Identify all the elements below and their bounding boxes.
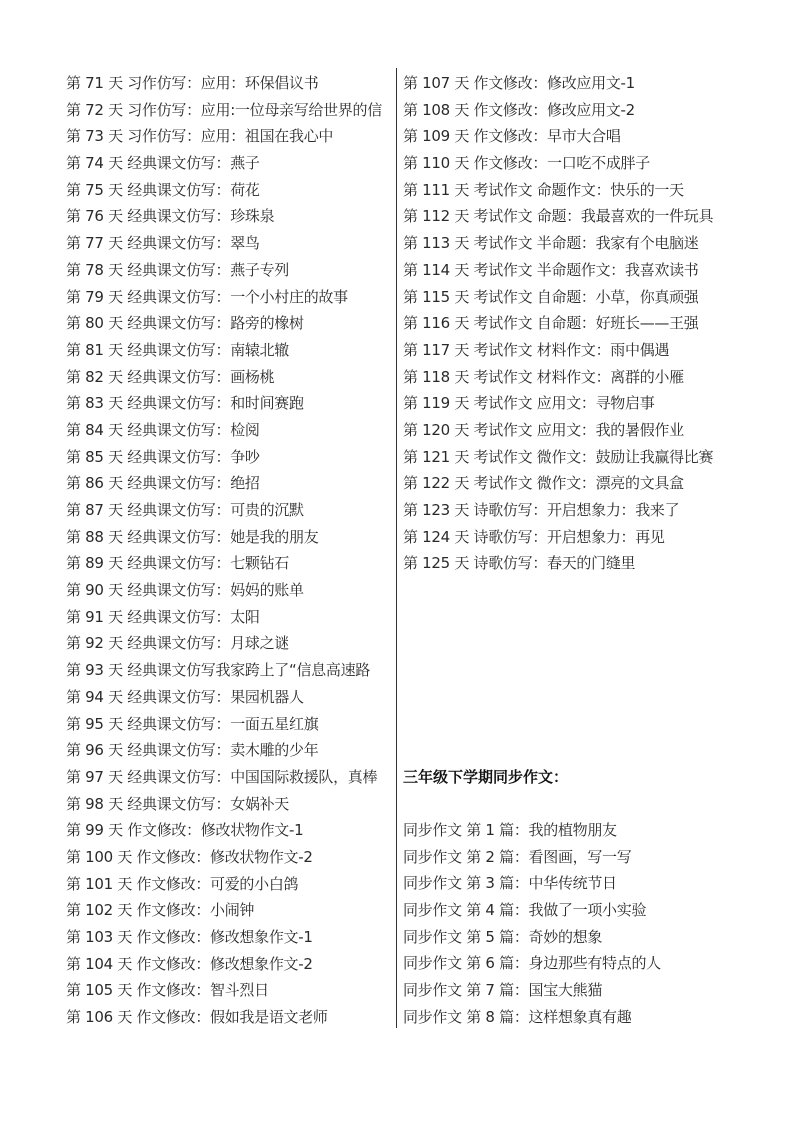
list-item: 第 123 天 诗歌仿写：开启想象力：我来了 [403,501,680,519]
list-item: 第 116 天 考试作文 自命题：好班长——王强 [403,314,699,333]
list-item: 第 105 天 作文修改：智斗烈日 [66,981,269,1000]
list-item: 第 124 天 诗歌仿写：开启想象力：再见 [403,527,665,546]
list-item: 第 122 天 考试作文 微作文：漂亮的文具盒 [403,474,684,493]
list-item: 第 71 天 习作仿写：应用：环保倡议书 [66,74,319,92]
sync-list-item: 同步作文 第 7 篇：国宝大熊猫 [403,981,603,1000]
list-item: 第 75 天 经典课文仿写：荷花 [66,180,260,199]
list-item: 第 102 天 作文修改：小闹钟 [66,901,255,920]
list-item: 第 72 天 习作仿写：应用:一位母亲写给世界的信 [66,100,382,119]
list-item: 第 121 天 考试作文 微作文：鼓励让我赢得比赛 [403,447,714,466]
list-item: 第 117 天 考试作文 材料作文：雨中偶遇 [403,340,670,359]
list-item: 第 79 天 经典课文仿写：一个小村庄的故事 [66,287,348,306]
list-item: 第 76 天 经典课文仿写：珍珠泉 [66,207,275,226]
list-item: 第 108 天 作文修改：修改应用文-2 [403,100,635,119]
list-item: 第 93 天 经典课文仿写我家跨上了“信息高速路 [66,661,370,680]
list-item: 第 89 天 经典课文仿写：七颗钻石 [66,554,289,573]
list-item: 第 120 天 考试作文 应用文：我的暑假作业 [403,420,684,439]
sync-list-item: 同步作文 第 1 篇：我的植物朋友 [403,821,617,839]
list-item: 第 78 天 经典课文仿写：燕子专列 [66,260,289,279]
list-item: 第 109 天 作文修改：早市大合唱 [403,127,621,146]
sync-list-item: 同步作文 第 6 篇：身边那些有特点的人 [403,954,661,973]
sync-list-item: 同步作文 第 2 篇：看图画，写一写 [403,847,632,866]
sync-list-item: 同步作文 第 8 篇：这样想象真有趣 [403,1007,632,1026]
left-column-list [66,70,394,1031]
list-item: 第 99 天 作文修改：修改状物作文-1 [66,821,304,840]
list-item: 第 112 天 考试作文 命题：我最喜欢的一件玩具 [403,207,714,226]
list-item: 第 82 天 经典课文仿写：画杨桃 [66,367,275,386]
sync-list-item: 同步作文 第 4 篇：我做了一项小实验 [403,901,647,920]
list-item: 第 94 天 经典课文仿写：果园机器人 [66,687,304,706]
list-item: 第 97 天 经典课文仿写：中国国际救援队，真棒 [66,767,378,786]
list-item: 第 96 天 经典课文仿写：卖木雕的少年 [66,741,319,760]
list-item: 第 111 天 考试作文 命题作文：快乐的一天 [403,180,684,199]
list-item: 第 87 天 经典课文仿写：可贵的沉默 [66,501,304,519]
list-item: 第 84 天 经典课文仿写：检阅 [66,420,260,439]
right-column-list [403,70,743,577]
list-item: 第 83 天 经典课文仿写：和时间赛跑 [66,394,304,413]
list-item: 第 100 天 作文修改：修改状物作文-2 [66,847,313,866]
list-item: 第 115 天 考试作文 自命题：小草，你真顽强 [403,287,699,306]
list-item: 第 74 天 经典课文仿写：燕子 [66,154,260,173]
list-item: 第 103 天 作文修改：修改想象作文-1 [66,928,313,946]
list-item: 第 107 天 作文修改：修改应用文-1 [403,74,635,92]
list-item: 第 104 天 作文修改：修改想象作文-2 [66,954,313,973]
list-item: 第 106 天 作文修改：假如我是语文老师 [66,1008,328,1027]
section-title: 三年级下学期同步作文： [403,768,569,786]
list-item: 第 92 天 经典课文仿写：月球之谜 [66,634,289,653]
list-item: 第 77 天 经典课文仿写：翠鸟 [66,234,260,253]
sync-list-item: 同步作文 第 3 篇：中华传统节日 [403,874,617,893]
list-item: 第 81 天 经典课文仿写：南辕北辙 [66,340,289,359]
list-item: 第 91 天 经典课文仿写：太阳 [66,607,260,626]
list-item: 第 90 天 经典课文仿写：妈妈的账单 [66,581,304,600]
list-item: 第 85 天 经典课文仿写：争吵 [66,447,260,466]
list-item: 第 119 天 考试作文 应用文：寻物启事 [403,394,655,413]
list-item: 第 98 天 经典课文仿写：女娲补天 [66,794,289,813]
list-item: 第 110 天 作文修改：一口吃不成胖子 [403,154,650,173]
list-item: 第 114 天 考试作文 半命题作文：我喜欢读书 [403,260,699,279]
column-divider [396,68,397,1028]
list-item: 第 88 天 经典课文仿写：她是我的朋友 [66,527,319,546]
sync-list-item: 同步作文 第 5 篇：奇妙的想象 [403,927,603,946]
list-item: 第 118 天 考试作文 材料作文：离群的小雁 [403,367,684,386]
list-item: 第 101 天 作文修改：可爱的小白鸽 [66,874,299,893]
list-item: 第 113 天 考试作文 半命题：我家有个电脑迷 [403,234,699,253]
list-item: 第 86 天 经典课文仿写：绝招 [66,474,260,493]
sync-list [403,817,743,1031]
list-item: 第 95 天 经典课文仿写：一面五星红旗 [66,714,319,733]
list-item: 第 80 天 经典课文仿写：路旁的橡树 [66,314,304,333]
list-item: 第 125 天 诗歌仿写：春天的门缝里 [403,554,636,573]
list-item: 第 73 天 习作仿写：应用：祖国在我心中 [66,127,334,146]
